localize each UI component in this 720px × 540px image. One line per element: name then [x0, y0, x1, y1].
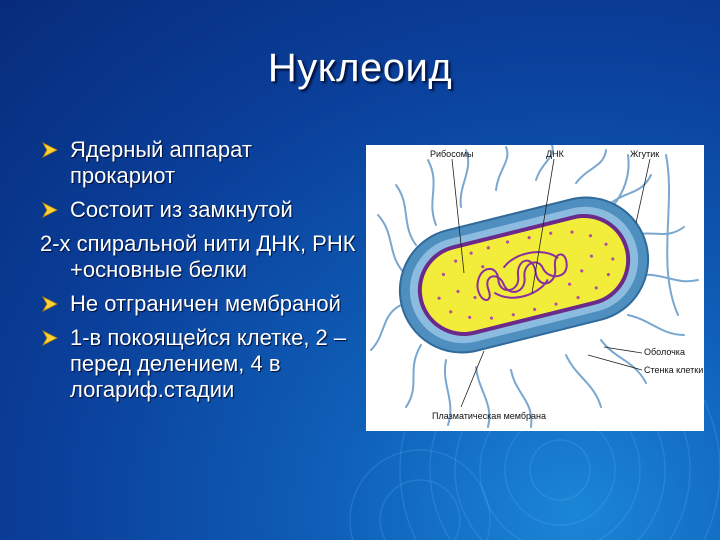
- arrow-bullet-icon: [42, 142, 58, 158]
- bullet-item: [40, 325, 360, 403]
- continuation-text: [40, 231, 360, 283]
- paragraph-text: 2-х спиральной нити ДНК, РНК +основные белки: [40, 231, 356, 282]
- arrow-bullet-icon: [42, 202, 58, 218]
- bullet-text: 1-в покоящейся клетке, 2 – перед делением, 4 в логариф.стадии: [70, 325, 347, 402]
- label-plasma-membrane: Плазматическая мембрана: [432, 411, 547, 421]
- slide-title: Нуклеоид: [267, 46, 453, 90]
- label-ribosomes: Рибосомы: [430, 149, 474, 159]
- bullet-item: [40, 291, 360, 317]
- label-dna: ДНК: [546, 149, 564, 159]
- bullet-text: Состоит из замкнутой: [70, 197, 293, 222]
- label-capsule: Оболочка: [644, 347, 685, 357]
- bullet-text: Ядерный аппарат прокариот: [70, 137, 252, 188]
- bullet-text: Не отграничен мембраной: [70, 291, 341, 316]
- bullet-item: [40, 197, 360, 223]
- label-cell-wall: Стенка клетки: [644, 365, 704, 375]
- label-flagellum: Жгутик: [630, 149, 660, 159]
- arrow-bullet-icon: [42, 330, 58, 346]
- arrow-bullet-icon: [42, 296, 58, 312]
- bacterium-diagram: [366, 145, 704, 431]
- bacterium-cell-illustration: [366, 145, 704, 431]
- cell-body: [387, 184, 662, 365]
- bullet-item: [40, 137, 360, 189]
- bullet-list: [40, 137, 360, 411]
